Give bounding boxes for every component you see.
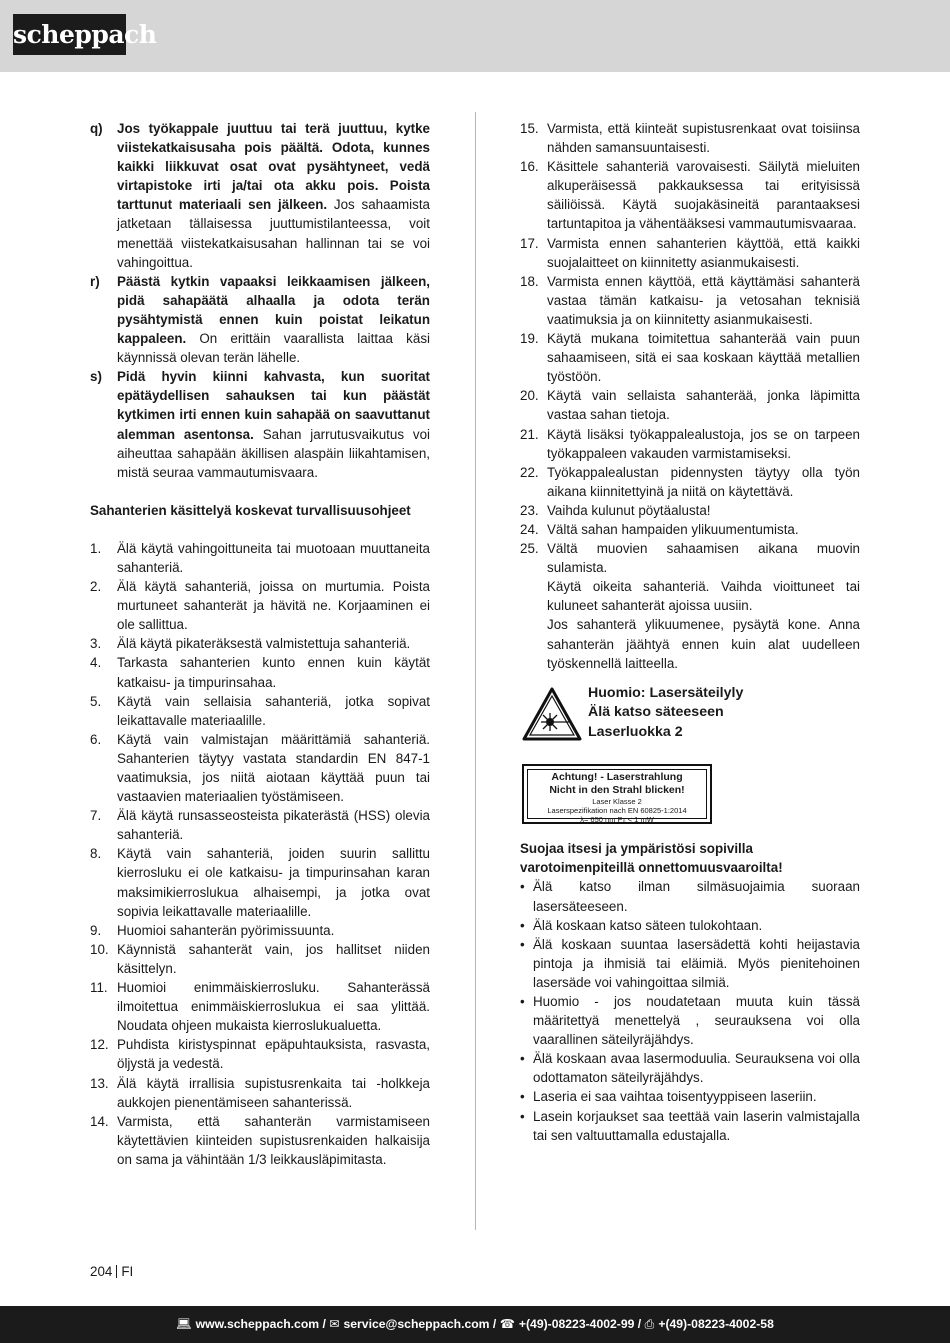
list-text: Huomioi sahanterän pyörimissuunta. <box>117 922 335 938</box>
list-item <box>90 1112 430 1169</box>
bullet-marker: • <box>520 917 525 933</box>
list-number: 16. <box>520 159 539 175</box>
list-item <box>90 730 430 806</box>
list-number: 7. <box>90 808 102 824</box>
list-text: Vältä sahan hampaiden ylikuumentumista. <box>547 521 799 537</box>
list-number: 19. <box>520 331 539 347</box>
list-item <box>90 577 430 634</box>
bullet-text: Huomio - jos noudatetaan muuta kuin tässä määritettyä menettelyä , seurauksena voi olla vaarallinen säteilyräjähdys. <box>533 993 860 1048</box>
scheppach-logo: scheppach <box>13 14 126 55</box>
bullet-item <box>520 1087 860 1106</box>
list-item <box>90 1074 430 1112</box>
list-number: 8. <box>90 846 102 862</box>
bullet-text: Älä katso ilman silmäsuojaimia suoraan lasersäteeseen. <box>533 879 860 914</box>
list-text: Älä käytä vahingoittuneita tai muotoaan muuttaneita sahanteriä. <box>117 540 430 575</box>
laser-class-label <box>522 764 712 824</box>
list-number: 17. <box>520 235 539 251</box>
bullet-item <box>520 935 860 992</box>
list-text: Käytä vain sahanteriä, joiden suurin sallittu kierrosluku ei ole katkaisu- ja timpurinsahan karan maksimikierroslukua alhaisempi, ja jotka ovat sopivia leikattavalle materiaalille. <box>117 846 430 919</box>
bullet-item <box>520 1049 860 1087</box>
bullet-marker: • <box>520 1051 525 1067</box>
laser-warning <box>520 684 860 743</box>
section-heading: Sahanterien käsittelyä koskevat turvallisuusohjeet <box>90 502 411 518</box>
list-number: 25. <box>520 541 539 557</box>
list-item <box>520 329 860 386</box>
list-text: Älä käytä runsasseosteista pikaterästä (HSS) olevia sahanteriä. <box>117 808 430 843</box>
list-number: 22. <box>520 464 539 480</box>
footer-web[interactable]: www.scheppach.com / <box>195 1317 326 1331</box>
item-25-extra-2: Jos sahanterä ylikuumenee, pysäytä kone. Anna sahanterän jäähtyä ennen kuin alat uudelleen työskennellä laitteella. <box>547 617 860 671</box>
list-text: Käytä mukana toimitettua sahanterää vain puun sahaamiseen, sitä ei saa koskaan käyttää metallien työstöön. <box>547 331 860 385</box>
list-item <box>520 386 860 424</box>
list-item <box>520 272 860 329</box>
list-text: Varmista, että sahanterän varmistamiseen käytettävien kiinteiden supistusrenkaiden halkaisija on sama ja vähintään 1/3 leikkausläpimitasta. <box>117 1113 430 1167</box>
laser-hazard-icon <box>522 687 582 741</box>
list-item <box>90 1035 430 1073</box>
laser-warning-line-1: Huomio: Lasersäteilyly <box>588 684 744 701</box>
laser-label-line-5: λ= 650 nm P₀ < 1 mW <box>580 815 654 825</box>
list-number: 4. <box>90 655 102 671</box>
list-item <box>520 463 860 501</box>
list-number: 11. <box>90 980 108 996</box>
list-item <box>90 844 430 920</box>
list-text: Työkappalealustan pidennysten täytyy olla työn aikana kiinnitettyinä ja niitä on käytettävä. <box>547 464 860 499</box>
laser-label-line-1: Achtung! - Laserstrahlung <box>551 771 683 784</box>
list-text: Varmista ennen käyttöä, että käyttämäsi sahanterä vastaa tämän katkaisu- ja vetosahan teknisiä vaatimuksia ja on kiinnitetty asianmukaisesti. <box>547 273 860 327</box>
list-item <box>90 634 430 653</box>
list-item <box>90 978 430 1035</box>
list-number: 5. <box>90 693 102 709</box>
list-text: Huomioi enimmäiskierrosluku. Sahanterässä ilmoitettua enimmäiskierroslukua ei saa ylittää. Noudata ohjeen mukaista kierroslukualuetta. <box>117 980 430 1034</box>
right-column <box>520 119 860 1145</box>
laser-warning-line-2: Älä katso säteeseen <box>588 704 724 721</box>
list-number: 14. <box>90 1113 109 1129</box>
fax-icon: ⎙ <box>644 1317 655 1331</box>
mail-icon: ✉ <box>329 1317 340 1331</box>
list-text: Käytä vain sellaista sahanterää, jonka läpimitta vastaa sahan tietoja. <box>547 388 860 423</box>
list-number: 6. <box>90 731 102 747</box>
list-number: 2. <box>90 579 102 595</box>
bullet-text: Älä koskaan avaa lasermoduulia. Seurauksena voi olla odottamaton säteilyräjähdys. <box>533 1051 860 1086</box>
list-number: 12. <box>90 1037 109 1053</box>
bullet-marker: • <box>520 993 525 1009</box>
list-number: 9. <box>90 922 102 938</box>
footer-email[interactable]: service@scheppach.com / <box>343 1317 497 1331</box>
list-text: Vältä muovien sahaamisen aikana muovin sulamista. <box>547 541 860 576</box>
list-text: Vaihda kulunut pöytäalusta! <box>547 502 711 518</box>
bullet-marker: • <box>520 1108 525 1124</box>
bullet-text: Älä koskaan katso säteen tulokohtaan. <box>533 917 763 933</box>
list-item <box>520 539 860 577</box>
blade-safety-list <box>90 539 430 1169</box>
list-text: Varmista ennen sahanterien käyttöä, että kaikki suojalaitteet on kiinnitetty asianmukaisesti. <box>547 235 860 270</box>
safety-item-s: s) Pidä hyvin kiinni kahvasta, kun suoritat epätäydellisen sahauksen tai kun päästät kytkimen irti ennen kuin sahapää on saavuttanut alemman asentonsa. Sahan jarrutusvaikutus voi aiheuttaa sahapään äkillisen alaspäin liikahtamisen, mistä seuraa vammautumisvaara. <box>90 369 430 480</box>
list-text: Käsittele sahanteriä varovaisesti. Säilytä mieluiten alkuperäisessä pakkauksessa tai erityisissä säiliöissä. Käytä suojakäsineitä parantaaksesi tartuntapitoa ja vähentääksesi vammautumisvaaraa. <box>547 159 860 232</box>
list-item <box>90 806 430 844</box>
list-number: 21. <box>520 426 539 442</box>
list-number: 10. <box>90 941 109 957</box>
footer-bar <box>0 1306 950 1343</box>
bullet-item <box>520 992 860 1049</box>
header-bar <box>0 0 950 72</box>
list-item <box>90 940 430 978</box>
bullet-text: Laseria ei saa vaihtaa toisentyyppiseen laseriin. <box>533 1089 817 1105</box>
bullet-item <box>520 1107 860 1145</box>
list-number: 3. <box>90 636 102 652</box>
list-item <box>90 653 430 691</box>
protect-heading: Suojaa itsesi ja ympäristösi sopivilla varotoimenpiteillä onnettomuusvaaroilta! <box>520 841 783 876</box>
list-text: Käynnistä sahanterät vain, jos hallitset niiden käsittelyn. <box>117 941 430 976</box>
bullet-item <box>520 916 860 935</box>
bullet-text: Lasein korjaukset saa teettää vain laserin valmistajalla tai sen valtuuttamalla edustajalla. <box>533 1108 860 1143</box>
list-text: Tarkasta sahanterien kunto ennen kuin käytät katkaisu- ja timpurinsahaa. <box>117 655 430 690</box>
footer-fax: +(49)-08223-4002-58 <box>658 1317 774 1331</box>
list-text: Puhdista kiristyspinnat epäpuhtauksista, rasvasta, öljystä ja vedestä. <box>117 1037 430 1072</box>
list-text: Älä käytä sahanteriä, joissa on murtumia. Poista murtuneet sahanterät ja hävitä ne. Korjaaminen ei ole sallittua. <box>117 579 430 633</box>
footer-phone[interactable]: +(49)-08223-4002-99 / <box>518 1317 642 1331</box>
page-number: 204 FI <box>90 1264 134 1279</box>
list-number: 23. <box>520 502 539 518</box>
bullet-marker: • <box>520 1089 525 1105</box>
list-item <box>90 692 430 730</box>
list-text: Älä käytä irrallisia supistusrenkaita tai -holkkeja aukkojen pienentämiseen sahanterissä. <box>117 1075 430 1110</box>
item-25-extra-1: Käytä oikeita sahanteriä. Vaihda vioittuneet tai kuluneet sahanterät ajoissa uusiin. <box>547 579 860 614</box>
list-text: Käytä vain sellaisia sahanteriä, jotka sopivat leikattavalle materiaalille. <box>117 693 430 728</box>
list-item <box>90 921 430 940</box>
safety-item-r: r) Päästä kytkin vapaaksi leikkaamisen jälkeen, pidä sahapäätä alhaalla ja odota terän pysähtymistä ennen kuin poistat leikatun kappaleen. On erittäin vaarallista laittaa käsi käynnissä olevan terän lähelle. <box>90 273 430 366</box>
laser-label-line-2: Nicht in den Strahl blicken! <box>549 784 685 797</box>
computer-icon: 💻︎ <box>176 1317 192 1331</box>
list-number: 13. <box>90 1075 109 1091</box>
list-item <box>520 157 860 233</box>
list-item <box>520 234 860 272</box>
list-number: 24. <box>520 521 539 537</box>
left-column <box>90 119 430 1169</box>
list-text: Käytä vain valmistajan määrittämiä sahanteriä. Sahanterien täytyy vastata standardin EN 847-1 vaatimuksia, jos niitä aiotaan käyttää puun tai vastaavien materiaalien työstämiseen. <box>117 731 430 805</box>
list-item <box>520 119 860 157</box>
laser-warning-line-3: Laserluokka 2 <box>588 723 683 740</box>
list-text: Älä käytä pikateräksestä valmistettuja sahanteriä. <box>117 636 411 652</box>
phone-icon: ☎ <box>499 1317 515 1331</box>
safety-item-q: q) Jos työkappale juuttuu tai terä juuttuu, kytke viistekatkaisusaha pois päältä. Odota, kunnes kaikki liikkuvat osat ovat pysähtyneet, vedä virtapistoke irti ja/tai ota akku pois. Poista tarttunut materiaali sen jälkeen. Jos sahaamista jatketaan tällaisessa juuttumistilanteessa, voit menettää viistekatkaisusahan hallinnan tai se voi vahingoittua. <box>90 121 430 270</box>
bullet-marker: • <box>520 879 525 895</box>
list-number: 20. <box>520 388 539 404</box>
list-item <box>520 425 860 463</box>
laser-label-line-3: Laser Klasse 2 <box>592 797 642 807</box>
bullet-text: Älä koskaan suuntaa lasersädettä kohti heijastavia pintoja ja ihmisiä tai eläimiä. Myös pienitehoinen lasersäde voi vahingoittaa silmiä. <box>533 936 860 990</box>
column-divider <box>475 112 476 1230</box>
bullet-item <box>520 877 860 915</box>
list-number: 15. <box>520 121 539 136</box>
list-text: Käytä lisäksi työkappalealustoja, jos se on tarpeen työkappaleen vakauden varmistamiseksi. <box>547 426 860 461</box>
laser-bullets <box>520 877 860 1144</box>
list-number: 1. <box>90 540 102 556</box>
list-item <box>90 539 430 577</box>
list-text: Varmista, että kiinteät supistusrenkaat ovat toisiinsa nähden samansuuntaisesti. <box>547 121 860 156</box>
list-item <box>520 520 860 539</box>
blade-safety-list-continued <box>520 119 860 577</box>
bullet-marker: • <box>520 936 525 952</box>
laser-label-line-4: Laserspezifikation nach EN 60825-1:2014 <box>547 806 687 816</box>
list-item <box>520 501 860 520</box>
list-number: 18. <box>520 273 539 289</box>
